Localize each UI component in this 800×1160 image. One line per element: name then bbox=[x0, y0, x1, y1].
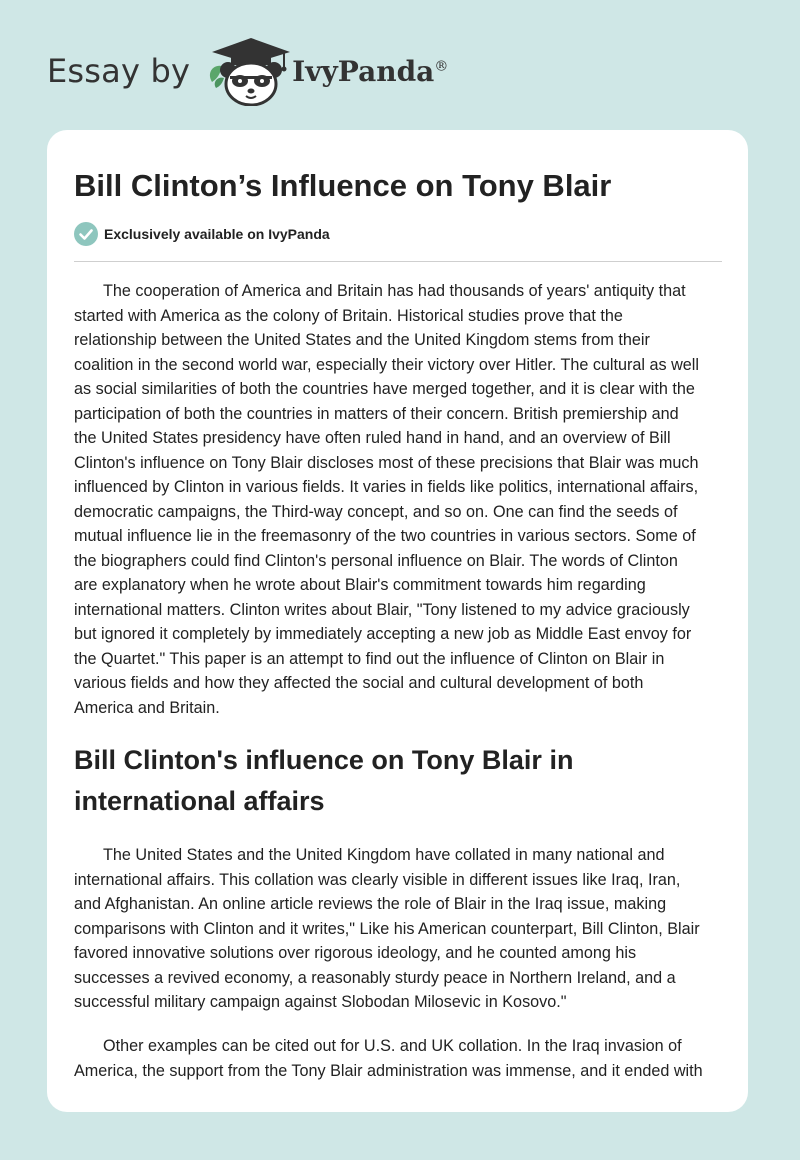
exclusive-badge-label: Exclusively available on IvyPanda bbox=[104, 226, 330, 242]
text-line: comparisons with Clinton and it writes," Like his American counterpart, Bill Clinton, Blair bbox=[74, 919, 700, 938]
page-title: Bill Clinton’s Influence on Tony Blair bbox=[74, 168, 612, 203]
text-line: influenced by Clinton in various fields. It varies in fields like politics, international affairs, bbox=[74, 478, 699, 496]
text-line: America and Britain. bbox=[74, 698, 220, 717]
paragraph-intro bbox=[74, 279, 722, 720]
title-divider bbox=[74, 261, 722, 262]
text-line: the biographers could find Clinton's personal influence on Blair. The words of Clinton bbox=[74, 551, 678, 570]
exclusive-badge bbox=[74, 222, 330, 246]
brand-header[interactable] bbox=[47, 36, 487, 106]
text-line: but ignored it completely by immediately accepting a new job as Middle East envoy for bbox=[74, 625, 692, 643]
text-line: democratic campaigns, the Third-way concept, and so on. One can find the seeds of bbox=[74, 502, 678, 521]
panda-graduate-icon bbox=[204, 36, 298, 106]
text-line: international affairs. This collation was clearly visible in different issues like Iraq, Iran, bbox=[74, 870, 681, 889]
text-line: the Quartet." This paper is an attempt to find out the influence of Clinton on Blair in bbox=[74, 649, 665, 668]
text-line: The United States and the United Kingdom have collated in many national and bbox=[103, 846, 665, 864]
essay-card bbox=[47, 130, 748, 1112]
text-line: successful military campaign against Slobodan Milosevic in Kosovo." bbox=[74, 993, 567, 1011]
text-line: coalition in the second world war, especially their victory over Hitler. The cultural as well bbox=[74, 355, 699, 374]
check-circle-icon bbox=[74, 222, 98, 246]
paragraph-collation-examples bbox=[74, 1034, 722, 1083]
text-line: America, the support from the Tony Blair administration was immense, and it ended with bbox=[74, 1061, 703, 1080]
text-line: started with America as the colony of Britain. Historical studies prove that the bbox=[74, 306, 623, 325]
text-line: successes a revived economy, a reasonably sturdy peace in Northern Ireland, and a bbox=[74, 968, 676, 987]
text-line: as social similarities of both the countries have merged together, and it is clear with the bbox=[74, 380, 695, 398]
text-line: Clinton's influence on Tony Blair discloses most of these precisions that Blair was much bbox=[74, 453, 699, 472]
text-line: participation of both the countries in matters of their concern. British premiership and bbox=[74, 404, 679, 423]
text-line: favored innovative solutions over rigorous ideology, and he counted among his bbox=[74, 944, 637, 962]
brand-name: IvyPanda® bbox=[292, 54, 449, 88]
text-line: and Afghanistan. An online article reviews the role of Blair in the Iraq issue, making bbox=[74, 895, 667, 913]
text-line: Other examples can be cited out for U.S. and UK collation. In the Iraq invasion of bbox=[103, 1037, 682, 1055]
text-line: international matters. Clinton writes about Blair, "Tony listened to my advice graciously bbox=[74, 600, 690, 619]
paragraph-international-affairs bbox=[74, 843, 722, 1015]
text-line: relationship between the United States and the United Kingdom stems from their bbox=[74, 331, 650, 349]
text-line: are explanatory when he wrote about Blair's commitment towards him regarding bbox=[74, 576, 646, 594]
text-line: various fields and how they affected the social and cultural development of both bbox=[74, 674, 644, 692]
brand-prefix: Essay by bbox=[47, 52, 191, 90]
text-line: The cooperation of America and Britain has had thousands of years' antiquity that bbox=[103, 282, 686, 300]
section-heading: Bill Clinton's influence on Tony Blair in international affairs bbox=[74, 745, 574, 816]
text-line: mutual influence lie in the freemasonry of the two countries in various sectors. Some of bbox=[74, 527, 696, 545]
text-line: the United States presidency have often ruled hand in hand, and an overview of Bill bbox=[74, 429, 671, 447]
